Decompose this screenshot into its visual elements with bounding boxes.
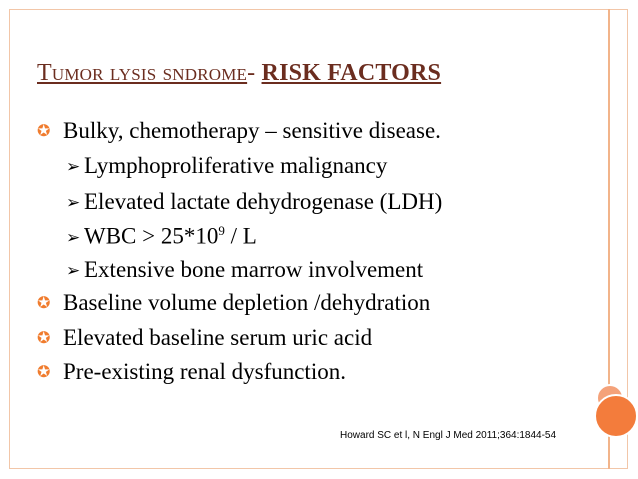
title-part-2: RISK FACTORS (261, 60, 442, 86)
bullet-text: Bulky, chemotherapy – sensitive disease. (63, 118, 441, 143)
bullet-text: Pre-existing renal dysfunction. (63, 359, 346, 384)
bullet-marker-icon: ✪ (37, 295, 51, 312)
bullet-marker-icon: ✪ (37, 364, 51, 381)
bullet-marker-icon: ✪ (37, 330, 51, 347)
sub-bullet-item (66, 153, 387, 179)
arrow-bullet-icon: ➢ (66, 157, 81, 176)
slide-title (37, 60, 441, 87)
bullet-item (37, 359, 346, 385)
wbc-prefix: WBC > 25*10 (84, 223, 219, 249)
bullet-item (37, 118, 441, 144)
bullet-item (37, 325, 372, 351)
bullet-text: Elevated baseline serum uric acid (63, 325, 373, 350)
title-part-1: Tumor lysis sndrome (37, 60, 248, 86)
sub-bullet-text: Lymphoproliferative malignancy (84, 153, 388, 178)
bullet-item (37, 290, 430, 316)
arrow-bullet-icon: ➢ (66, 261, 81, 280)
sub-bullet-text: Elevated lactate dehydrogenase (LDH) (84, 189, 443, 214)
bullet-text: Baseline volume depletion /dehydration (63, 290, 431, 315)
decorative-circle-large (594, 394, 638, 438)
wbc-superscript: 9 (218, 223, 225, 238)
arrow-bullet-icon: ➢ (66, 193, 81, 212)
sub-bullet-item (66, 257, 423, 283)
title-separator: - (247, 60, 262, 86)
reference-citation: Howard SC et l, N Engl J Med 2011;364:1844-54 (340, 430, 557, 441)
wbc-suffix: / L (224, 223, 257, 249)
arrow-bullet-icon: ➢ (66, 227, 81, 247)
sub-bullet-item (66, 223, 257, 250)
sub-bullet-text: Extensive bone marrow involvement (84, 257, 424, 282)
sub-bullet-item (66, 189, 442, 215)
bullet-marker-icon: ✪ (37, 123, 51, 140)
